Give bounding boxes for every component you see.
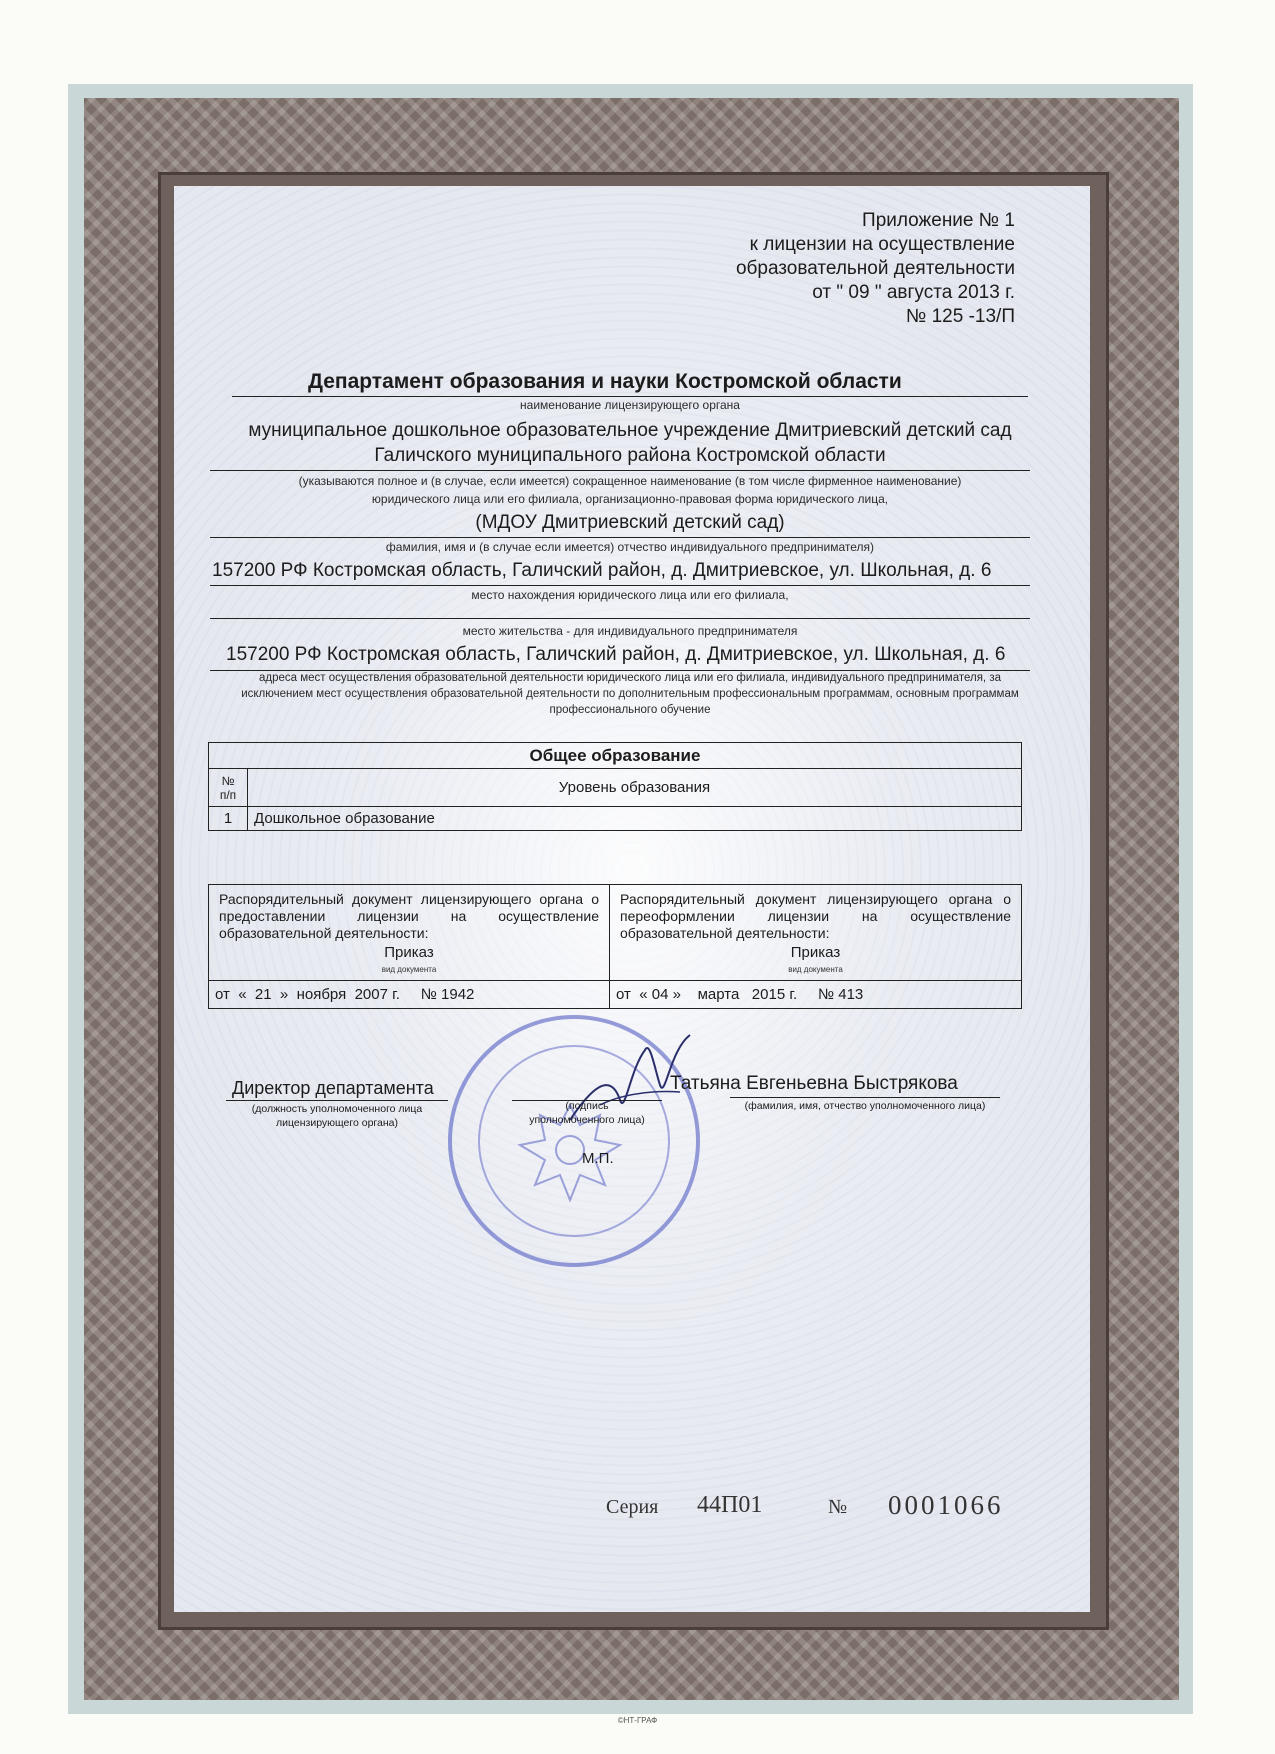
legal-address-caption: место нахождения юридического лица или его филиала, [471,588,789,602]
position-caption-2: лицензирующего органа) [275,1117,399,1129]
col-number-label-1: № [221,773,235,788]
signature-caption-2: уполномоченного лица) [529,1114,645,1126]
residence-underline [210,618,1030,619]
row-number: 1 [209,807,248,831]
order-reissue-date: от « 04 » марта 2015 г. № 413 [610,981,1022,1009]
col-number-label-2: п/п [219,787,237,802]
signatory-position: Директор департамента [232,1078,434,1098]
seal-place-label: М.П. [582,1150,614,1167]
row-level: Дошкольное образование [248,807,1022,831]
order-reissue-cell [610,885,1022,981]
name-caption: (фамилия, имя, отчество уполномоченного лица) [744,1100,986,1112]
licensee-short-name: (МДОУ Дмитриевский детский сад) [475,512,785,533]
licensee-caption-2: юридического лица или его филиала, организационно-правовая форма юридического лица, [371,492,889,506]
series-label: Серия [606,1496,659,1518]
serial-number: 0001066 [888,1490,1004,1520]
residence-caption: место жительства - для индивидуального предпринимателя [462,624,798,638]
position-underline [226,1100,448,1101]
order-grant-doc-caption: вид документа [381,965,437,974]
order-reissue-doc-caption: вид документа [788,965,843,974]
licensee-underline [210,470,1030,471]
order-reissue-text: Распорядительный документ лицензирующего органа о переоформлении лицензии на осуществление образовательной деятельности: [620,891,1011,941]
licensee-full-name-1: муниципальное дошкольное образовательное учреждение Дмитриевский детский сад [248,420,1012,441]
activity-address-underline [210,670,1030,671]
appendix-number: Приложение № 1 [862,210,1015,231]
series-value: 44П01 [697,1492,763,1518]
licensee-full-name-2: Галичского муниципального района Костромской области [374,445,886,466]
col-number-header [209,769,248,807]
col-level-header: Уровень образования [248,769,1022,807]
authority-underline [232,396,1028,397]
table-row [209,807,1022,831]
signature-caption-1: (подпись [565,1100,609,1112]
activity-caption-3: профессионального обучение [549,704,711,716]
position-caption-1: (должность уполномоченного лица [251,1103,423,1115]
appendix-date: от " 09 " августа 2013 г. [812,282,1015,303]
activity-address: 157200 РФ Костромская область, Галичский район, д. Дмитриевское, ул. Школьная, д. 6 [226,644,1006,665]
short-name-underline [210,537,1030,538]
signatory-name: Татьяна Евгеньевна Быстрякова [670,1073,958,1094]
appendix-subtitle-2: образовательной деятельности [735,258,1015,279]
authority-name: Департамент образования и науки Костромской области [308,370,902,393]
name-underline [730,1097,1000,1098]
printer-mark: ©НТ-ГРАФ [617,1716,658,1725]
appendix-subtitle: к лицензии на осуществление [749,234,1015,255]
licensee-caption-3: фамилия, имя и (в случае если имеется) отчество индивидуального предпринимателя) [385,540,875,554]
licensee-caption-1: (указываются полное и (в случае, если имеется) сокращенное наименование (в том числе фирменное наименование) [298,474,962,488]
order-grant-text: Распорядительный документ лицензирующего органа о предоставлении лицензии на осуществление образовательной деятельности: [219,891,599,941]
education-table-title: Общее образование [209,743,1022,769]
legal-address: 157200 РФ Костромская область, Галичский район, д. Дмитриевское, ул. Школьная, д. 6 [212,560,992,581]
authority-caption: наименование лицензирующего органа [520,398,740,412]
order-grant-doc: Приказ [384,944,434,961]
orders-table [208,884,1022,1009]
order-grant-date: от « 21 » ноября 2007 г. № 1942 [209,981,610,1009]
activity-caption-2: исключением мест осуществления образовательной деятельности по дополнительным профессиональным программам, основным программам [241,688,1019,700]
order-reissue-doc: Приказ [790,944,841,961]
number-label: № [828,1496,848,1518]
order-grant-cell [209,885,610,981]
legal-address-underline [210,585,1030,586]
education-table [208,742,1022,831]
activity-caption-1: адреса мест осуществления образовательной деятельности юридического лица или его филиала, индивидуального предпринимателя, за [259,672,1001,684]
license-number: № 125 -13/П [905,306,1015,327]
